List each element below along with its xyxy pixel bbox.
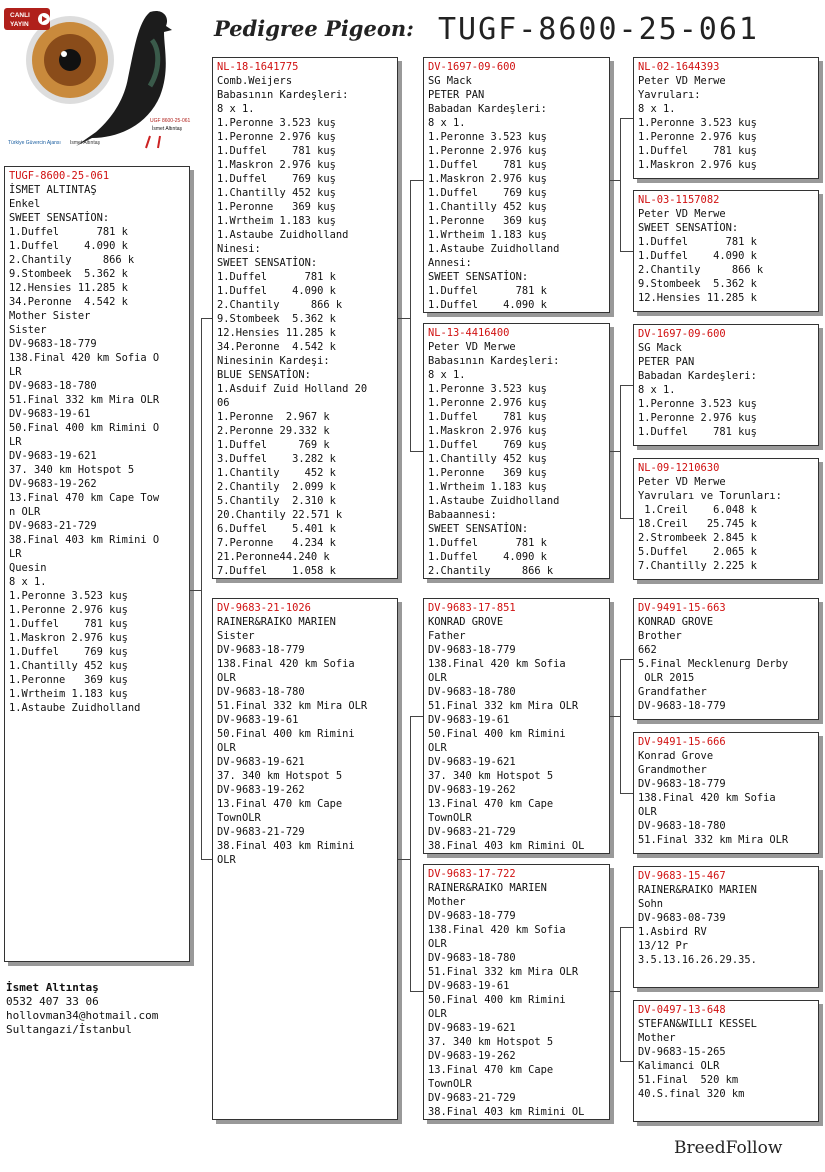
ring-number: DV-9683-15-467 [638, 870, 726, 882]
pedigree-line: 13.Final 470 km Cape [428, 1064, 554, 1076]
pedigree-line: 1.Maskron 2.976 kuş [428, 425, 547, 437]
pedigree-line: TownOLR [217, 812, 261, 824]
pedigree-line: 1.Peronne 2.976 kuş [428, 145, 547, 157]
pedigree-line: 1.Duffel 781 k [638, 236, 757, 248]
pedigree-line: DV-9683-15-265 [638, 1046, 726, 1058]
pedigree-line: 1.Duffel 781 kuş [428, 159, 547, 171]
pedigree-line: 1.Wrtheim 1.183 kuş [217, 215, 336, 227]
pedigree-line: Ninesi: [217, 243, 261, 255]
pedigree-line: RAINER&RAIKO MARIEN [217, 616, 336, 628]
pedigree-line: 13.Final 470 km Cape Tow [9, 492, 160, 504]
pedigree-line: İSMET ALTINTAŞ [9, 184, 97, 196]
pedigree-line: DV-9683-21-729 [428, 826, 516, 838]
pedigree-line: 34.Peronne 4.542 k [217, 341, 336, 353]
owner-location: Sultangazi/İstanbul [6, 1023, 132, 1036]
sdd-card [633, 458, 819, 580]
pedigree-line: 662 [638, 644, 657, 656]
pedigree-line: Annesi: [428, 257, 472, 269]
pedigree-line: SWEET SENSATİON: [428, 523, 529, 535]
pedigree-line: 8 x 1. [428, 369, 466, 381]
badge-top: CANLI [10, 12, 30, 19]
pedigree-line: 5.Final Mecklenurg Derby [638, 658, 789, 670]
pedigree-line: 51.Final 520 km [638, 1074, 739, 1086]
pedigree-line: 1.Duffel 781 k [217, 271, 336, 283]
owner-phone: 0532 407 33 06 [6, 995, 99, 1008]
pedigree-line: Kalimanci OLR [638, 1060, 720, 1072]
pedigree-line: DV-9683-19-61 [428, 980, 510, 992]
pedigree-line: 1.Chantilly 452 kuş [9, 660, 128, 672]
pedigree-line: LR [9, 436, 22, 448]
pedigree-line: 1.Duffel 781 kuş [9, 618, 128, 630]
ring-number: NL-09-1210630 [638, 462, 720, 474]
connector [201, 859, 212, 860]
pedigree-line: SG Mack [428, 75, 472, 87]
pedigree-line: TownOLR [428, 812, 472, 824]
ddd-card [633, 1000, 819, 1122]
pedigree-line: DV-9683-19-262 [428, 1050, 516, 1062]
pedigree-line: 1.Peronne 3.523 kuş [428, 383, 547, 395]
pedigree-line: 40.S.final 320 km [638, 1088, 745, 1100]
pedigree-line: 1.Chantilly 452 kuş [217, 187, 336, 199]
pedigree-line: 1.Wrtheim 1.183 kuş [428, 481, 547, 493]
pedigree-line: SWEET SENSATİON: [9, 212, 110, 224]
pedigree-line: 138.Final 420 km Sofia O [9, 352, 160, 364]
pedigree-line: 1.Peronne 3.523 kuş [428, 131, 547, 143]
connector [410, 716, 411, 992]
pedigree-line: 7.Duffel 1.058 k [217, 565, 336, 577]
pedigree-line: DV-9683-18-779 [9, 338, 97, 350]
pedigree-line: 5.Chantily 2.310 k [217, 495, 336, 507]
pedigree-line: 38.Final 403 km Rimini [217, 840, 355, 852]
sds-card [633, 324, 819, 446]
pedigree-line: 1.Peronne 2.976 kuş [638, 412, 757, 424]
connector [201, 318, 202, 860]
pedigree-line: 13.Final 470 km Cape [428, 798, 554, 810]
pedigree-line: 6.Duffel 5.401 k [217, 523, 336, 535]
pedigree-line: 37. 340 km Hotspot 5 [428, 1036, 554, 1048]
pedigree-line: 1.Duffel 4.090 k [217, 285, 336, 297]
pedigree-line: 1.Duffel 781 kuş [638, 426, 757, 438]
pedigree-line: DV-9683-19-621 [9, 450, 97, 462]
pedigree-line: 138.Final 420 km Sofia [428, 658, 566, 670]
connector [620, 118, 621, 252]
pedigree-line: 37. 340 km Hotspot 5 [428, 770, 554, 782]
ring-number: DV-1697-09-600 [638, 328, 726, 340]
pedigree-line: 21.Peronne44.240 k [217, 551, 330, 563]
dsd-card [633, 732, 819, 854]
pedigree-line: 1.Maskron 2.976 kuş [9, 632, 128, 644]
pedigree-line: OLR [428, 1008, 447, 1020]
dam-card [212, 598, 398, 1120]
connector [410, 991, 423, 992]
dds-card [633, 866, 819, 988]
pedigree-line: Mother Sister [9, 310, 91, 322]
pedigree-line: Mother [428, 896, 466, 908]
pedigree-line: 9.Stombeek 5.362 k [638, 278, 757, 290]
owner-email: hollovman34@hotmail.com [6, 1009, 159, 1022]
pedigree-line: BLUE SENSATİON: [217, 369, 311, 381]
connector [620, 251, 633, 252]
pedigree-line: DV-9683-19-621 [217, 756, 305, 768]
pedigree-line: Grandmother [638, 764, 707, 776]
pedigree-line: DV-9683-19-61 [217, 714, 299, 726]
pedigree-line: 38.Final 403 km Rimini O [9, 534, 160, 546]
pedigree-line: 1.Peronne 369 kuş [428, 215, 547, 227]
pedigree-line: 1.Duffel 781 k [9, 226, 128, 238]
pedigree-line: 2.Chantily 866 k [638, 264, 764, 276]
pedigree-line: 1.Maskron 2.976 kuş [217, 159, 336, 171]
subject-card [4, 166, 190, 962]
pedigree-line: 1.Peronne 2.976 kuş [217, 131, 336, 143]
pedigree-line: DV-9683-18-780 [9, 380, 97, 392]
pedigree-line: OLR [217, 672, 236, 684]
pedigree-line: 138.Final 420 km Sofia [638, 792, 776, 804]
logo-caption-mid: Ismet Altıntaş [70, 140, 101, 146]
page-title: Pedigree Pigeon: [214, 16, 414, 41]
logo-owner-small: İsmet Altıntaş [152, 126, 183, 132]
ring-number: DV-0497-13-648 [638, 1004, 726, 1016]
pedigree-line: DV-9683-19-262 [217, 784, 305, 796]
pedigree-line: 8 x 1. [9, 576, 47, 588]
pedigree-line: SWEET SENSATİON: [638, 222, 739, 234]
pedigree-line: 1.Duffel 769 kuş [428, 439, 547, 451]
pedigree-line: Peter VD Merwe [638, 476, 726, 488]
connector [201, 318, 212, 319]
pedigree-line: DV-9683-08-739 [638, 912, 726, 924]
pedigree-line: 51.Final 332 km Mira OLR [9, 394, 160, 406]
pedigree-line: TownOLR [428, 1078, 472, 1090]
connector [620, 385, 633, 386]
pedigree-line: 1.Peronne 3.523 kuş [9, 590, 128, 602]
breedfollow-brand: BreedFollow [674, 1138, 783, 1158]
pedigree-line: KONRAD GROVE [428, 616, 504, 628]
pedigree-line: 1.Maskron 2.976 kuş [428, 173, 547, 185]
pedigree-line: SG Mack [638, 342, 682, 354]
pedigree-line: KONRAD GROVE [638, 616, 714, 628]
pedigree-line: 1.Wrtheim 1.183 kuş [428, 229, 547, 241]
pedigree-line: DV-9683-18-780 [428, 952, 516, 964]
pedigree-line: 1.Peronne 3.523 kuş [217, 117, 336, 129]
pedigree-line: Peter VD Merwe [638, 208, 726, 220]
pedigree-line: DV-9683-19-61 [9, 408, 91, 420]
ring-number: DV-9683-21-1026 [217, 602, 311, 614]
ring-number: DV-9491-15-666 [638, 736, 726, 748]
pedigree-line: 2.Chantily 866 k [217, 299, 343, 311]
pedigree-line: 138.Final 420 km Sofia [217, 658, 355, 670]
pedigree-line: 13/12 Pr [638, 940, 689, 952]
sire-sire-card [423, 57, 610, 313]
pedigree-line: 1.Duffel 781 kuş [638, 145, 757, 157]
pedigree-line: 1.Creil 6.048 k [638, 504, 757, 516]
pedigree-line: 2.Chantily 2.099 k [217, 481, 336, 493]
pedigree-line: 51.Final 332 km Mira OLR [638, 834, 789, 846]
pedigree-line: 1.Astaube Zuidholland [428, 495, 560, 507]
pedigree-line: 1.Duffel 781 kuş [428, 411, 547, 423]
pedigree-line: Babadan Kardeşleri: [638, 370, 757, 382]
connector [620, 927, 633, 928]
pedigree-line: 51.Final 332 km Mira OLR [428, 700, 579, 712]
ring-number: DV-9683-17-851 [428, 602, 516, 614]
pedigree-line: DV-9683-18-779 [638, 700, 726, 712]
sire-dam-card [423, 323, 610, 579]
pedigree-line: Grandfather [638, 686, 707, 698]
pedigree-line: 37. 340 km Hotspot 5 [9, 464, 135, 476]
pigeon-logo [0, 0, 200, 160]
pedigree-line: 1.Astaube Zuidholland [217, 229, 349, 241]
pedigree-line: 38.Final 403 km Rimini OL [428, 1106, 585, 1118]
pedigree-line: DV-9683-18-779 [428, 910, 516, 922]
pedigree-line: 12.Hensies 11.285 k [217, 327, 336, 339]
connector [620, 118, 633, 119]
sire-card [212, 57, 398, 579]
pedigree-line: Brother [638, 630, 682, 642]
pedigree-line: 1.Chantily 452 k [217, 467, 336, 479]
pedigree-line: DV-9683-19-621 [428, 756, 516, 768]
pedigree-line: 34.Peronne 4.542 k [9, 296, 128, 308]
pedigree-line: Comb.Weijers [217, 75, 293, 87]
pedigree-line: 37. 340 km Hotspot 5 [217, 770, 343, 782]
pedigree-line: 138.Final 420 km Sofia [428, 924, 566, 936]
pedigree-line: 1.Peronne 369 kuş [217, 201, 336, 213]
pedigree-line: SWEET SENSATİON: [428, 271, 529, 283]
pedigree-line: RAINER&RAIKO MARIEN [638, 884, 757, 896]
pedigree-line: OLR [217, 854, 236, 866]
pedigree-line: Konrad Grove [638, 750, 714, 762]
pedigree-line: 3.5.13.16.26.29.35. [638, 954, 757, 966]
pedigree-line: 18.Creil 25.745 k [638, 518, 757, 530]
ring-number: DV-9491-15-663 [638, 602, 726, 614]
pedigree-line: 2.Strombeek 2.845 k [638, 532, 757, 544]
ssd-card [633, 190, 819, 312]
pedigree-line: 3.Duffel 3.282 k [217, 453, 336, 465]
pedigree-line: 1.Peronne 3.523 kuş [638, 398, 757, 410]
pedigree-line: SWEET SENSATİON: [217, 257, 318, 269]
pedigree-line: 50.Final 400 km Rimini [217, 728, 355, 740]
pedigree-line: 8 x 1. [428, 117, 466, 129]
pedigree-line: 1.Duffel 769 kuş [428, 187, 547, 199]
pedigree-line: DV-9683-21-729 [428, 1092, 516, 1104]
pedigree-line: DV-9683-18-779 [217, 644, 305, 656]
pedigree-line: 51.Final 332 km Mira OLR [217, 700, 368, 712]
pedigree-line: 2.Chantily 866 k [9, 254, 135, 266]
pedigree-line: PETER PAN [638, 356, 695, 368]
connector [620, 659, 621, 794]
connector [620, 927, 621, 1062]
pedigree-line: 5.Duffel 2.065 k [638, 546, 757, 558]
pedigree-line: 12.Hensies 11.285 k [9, 282, 128, 294]
pedigree-line: 9.Stombeek 5.362 k [9, 268, 128, 280]
pedigree-line: 1.Duffel 781 k [428, 285, 547, 297]
pedigree-line: LR [9, 366, 22, 378]
pedigree-line: 7.Peronne 4.234 k [217, 537, 336, 549]
connector [620, 659, 633, 660]
pedigree-line: 8 x 1. [217, 103, 255, 115]
pedigree-line: DV-9683-18-779 [428, 644, 516, 656]
pedigree-line: 9.Stombeek 5.362 k [217, 313, 336, 325]
ring-number: NL-18-1641775 [217, 61, 299, 73]
pedigree-line: Sohn [638, 898, 664, 910]
logo-ring-small: UGF 8600-25-061 [150, 118, 191, 124]
pedigree-line: DV-9683-18-779 [638, 778, 726, 790]
pedigree-line: 1.Astaube Zuidholland [9, 702, 141, 714]
pedigree-line: 51.Final 332 km Mira OLR [428, 966, 579, 978]
pedigree-line: Quesin [9, 562, 47, 574]
pedigree-line: 1.Chantilly 452 kuş [428, 453, 547, 465]
pedigree-line: 1.Duffel 4.090 k [9, 240, 128, 252]
pedigree-line: Father [428, 630, 466, 642]
pedigree-line: RAINER&RAIKO MARIEN [428, 882, 547, 894]
pedigree-line: 1.Peronne 2.976 kuş [428, 397, 547, 409]
pedigree-line: 1.Asduif Zuid Holland 20 [217, 383, 368, 395]
ring-number: NL-03-1157082 [638, 194, 720, 206]
pedigree-line: 1.Duffel 769 kuş [217, 173, 336, 185]
pedigree-line: OLR 2015 [638, 672, 695, 684]
pedigree-line: 12.Hensies 11.285 k [638, 292, 757, 304]
pedigree-line: 1.Peronne 3.523 kuş [638, 117, 757, 129]
ring-number: DV-1697-09-600 [428, 61, 516, 73]
ring-number-title: TUGF-8600-25-061 [438, 12, 759, 47]
logo-caption-left: Türkiye Güvercin Ajansı [8, 140, 61, 146]
pedigree-line: 38.Final 403 km Rimini OL [428, 840, 585, 852]
pedigree-line: DV-9683-19-621 [428, 1022, 516, 1034]
connector [620, 1061, 633, 1062]
pedigree-line: 1.Duffel 4.090 k [638, 250, 757, 262]
pedigree-line: Babadan Kardeşleri: [428, 103, 547, 115]
ring-number: DV-9683-17-722 [428, 868, 516, 880]
pedigree-line: 1.Peronne 369 kuş [9, 674, 128, 686]
pedigree-line: 1.Peronne 2.967 k [217, 411, 330, 423]
pedigree-line: 1.Duffel 769 kuş [9, 646, 128, 658]
pedigree-line: 1.Peronne 369 kuş [428, 467, 547, 479]
pedigree-line: DV-9683-18-780 [217, 686, 305, 698]
pedigree-line: 2.Chantily 866 k [428, 565, 554, 577]
pedigree-line: 1.Duffel 769 k [217, 439, 330, 451]
ring-number: TUGF-8600-25-061 [9, 170, 110, 182]
pedigree-line: PETER PAN [428, 89, 485, 101]
pedigree-line: 8 x 1. [638, 384, 676, 396]
pedigree-line: 1.Duffel 4.090 k [428, 551, 547, 563]
pedigree-line: Babaannesi: [428, 509, 497, 521]
pedigree-line: n OLR [9, 506, 41, 518]
pedigree-line: Ninesinin Kardeşi: [217, 355, 330, 367]
pedigree-line: OLR [638, 806, 657, 818]
pedigree-line: 50.Final 400 km Rimini O [9, 422, 160, 434]
pedigree-line: DV-9683-19-262 [9, 478, 97, 490]
pedigree-line: 1.Peronne 2.976 kuş [638, 131, 757, 143]
pedigree-line: 1.Duffel 781 kuş [217, 145, 336, 157]
pedigree-line: DV-9683-18-780 [638, 820, 726, 832]
pedigree-line: OLR [428, 672, 447, 684]
pedigree-line: Sister [9, 324, 47, 336]
pedigree-line: DV-9683-18-780 [428, 686, 516, 698]
pedigree-line: 1.Duffel 781 k [428, 537, 547, 549]
sss-card [633, 57, 819, 179]
pedigree-line: Mother [638, 1032, 676, 1044]
pedigree-line: 1.Wrtheim 1.183 kuş [9, 688, 128, 700]
pedigree-line: 7.Chantilly 2.225 k [638, 560, 757, 572]
pedigree-line: Babasının Kardeşleri: [428, 355, 560, 367]
pedigree-line: LR [9, 548, 22, 560]
ring-number: NL-02-1644393 [638, 61, 720, 73]
dam-sire-card [423, 598, 610, 854]
pedigree-line: 20.Chantily 22.571 k [217, 509, 343, 521]
connector [620, 518, 633, 519]
pedigree-line: OLR [428, 742, 447, 754]
pedigree-line: 13.Final 470 km Cape [217, 798, 343, 810]
pedigree-line: 8 x 1. [638, 103, 676, 115]
pedigree-line: DV-9683-21-729 [217, 826, 305, 838]
connector [410, 716, 423, 717]
pedigree-line: Sister [217, 630, 255, 642]
pedigree-line: DV-9683-19-61 [428, 714, 510, 726]
connector [410, 180, 423, 181]
pedigree-line: 1.Duffel 4.090 k [428, 299, 547, 311]
pedigree-line: 50.Final 400 km Rimini [428, 728, 566, 740]
pedigree-line: OLR [217, 742, 236, 754]
pedigree-line: Babasının Kardeşleri: [217, 89, 349, 101]
connector [410, 451, 423, 452]
pedigree-line: STEFAN&WILLI KESSEL [638, 1018, 757, 1030]
pedigree-line: 1.Astaube Zuidholland [428, 243, 560, 255]
pedigree-line: Peter VD Merwe [638, 75, 726, 87]
pedigree-line: OLR [428, 938, 447, 950]
connector [410, 180, 411, 452]
pedigree-line: DV-9683-21-729 [9, 520, 97, 532]
ring-number: NL-13-4416400 [428, 327, 510, 339]
connector [620, 793, 633, 794]
dss-card [633, 598, 819, 720]
pedigree-line: Peter VD Merwe [428, 341, 516, 353]
pedigree-line: 06 [217, 397, 230, 409]
connector [620, 385, 621, 519]
pedigree-line: Yavruları ve Torunları: [638, 490, 782, 502]
owner-name: İsmet Altıntaş [6, 981, 99, 994]
pedigree-line: DV-9683-19-262 [428, 784, 516, 796]
badge-bottom: YAYIN [10, 21, 29, 28]
pedigree-line: 50.Final 400 km Rimini [428, 994, 566, 1006]
pedigree-line: 1.Peronne 2.976 kuş [9, 604, 128, 616]
owner-info [6, 981, 158, 1037]
pedigree-line: 1.Asbird RV [638, 926, 707, 938]
dam-dam-card [423, 864, 610, 1120]
pedigree-line: Yavruları: [638, 89, 701, 101]
pedigree-line: 2.Peronne 29.332 k [217, 425, 330, 437]
pedigree-line: 1.Chantilly 452 kuş [428, 201, 547, 213]
pedigree-line: Enkel [9, 198, 41, 210]
pedigree-line: 1.Maskron 2.976 kuş [638, 159, 757, 171]
